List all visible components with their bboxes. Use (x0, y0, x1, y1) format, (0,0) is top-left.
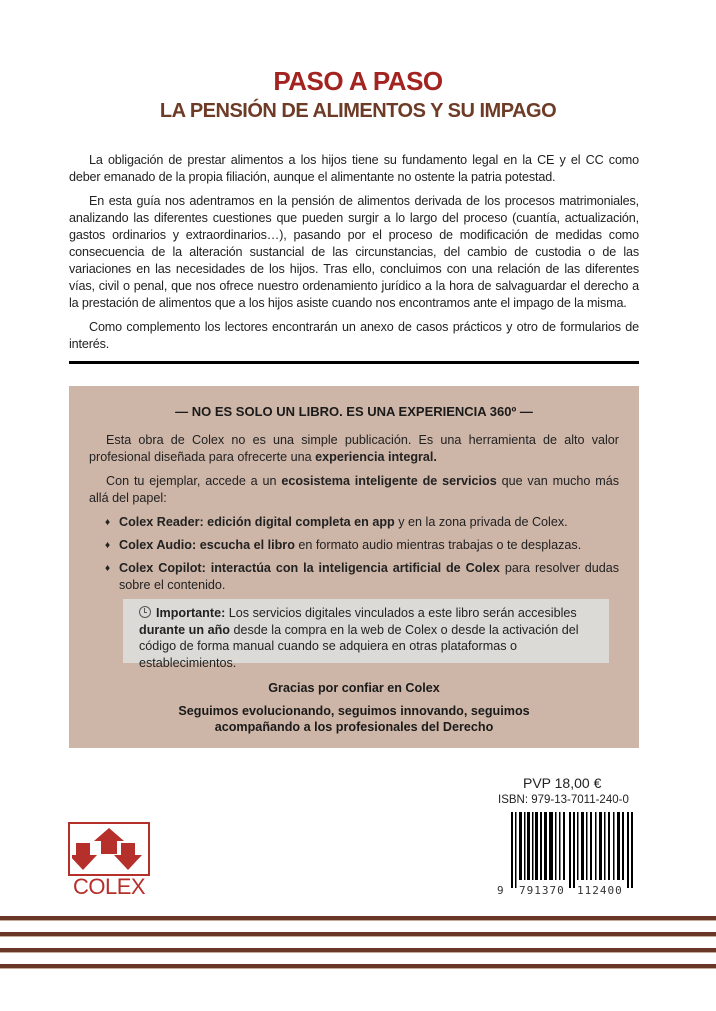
promo-box (69, 386, 639, 748)
service-item-audio: ♦ Colex Audio: escucha el libro en formato audio mientras trabajas o te desplazas. (105, 538, 582, 552)
decorative-stripe (0, 916, 716, 921)
divider-rule (69, 361, 639, 364)
motto-line: Seguimos evolucionando, seguimos innovando, seguimos acompañando a los profesionales del Derecho (178, 704, 530, 734)
series-title: PASO A PASO (273, 66, 443, 96)
services-list (89, 514, 619, 594)
intro-paragraph: La obligación de prestar alimentos a los hijos tiene su fundamento legal en la CE y el CC como deber emanado de la propia filiación, aunque el alimentante no ostente la patria potestad. (69, 153, 639, 184)
price-label: PVP 18,00 € (523, 775, 602, 791)
promo-body (89, 432, 619, 600)
barcode (511, 812, 635, 890)
promo-paragraph: Esta obra de Colex no es una simple publicación. Es una herramienta de alto valor profesional diseñada para ofrecerte una experiencia integral. (89, 433, 619, 464)
service-item-reader: ♦ Colex Reader: edición digital completa en app y en la zona privada de Colex. (105, 515, 568, 529)
colex-logo (68, 822, 150, 900)
thanks-line: Gracias por confiar en Colex (268, 681, 440, 695)
intro-text (69, 152, 639, 360)
diamond-bullet-icon: ♦ (105, 540, 111, 551)
important-note: Importante: Los servicios digitales vinculados a este libro serán accesibles durante un año desde la compra en la web de Colex o desde la activación del código de forma manual cuando se adquiera en otras plataformas o establecimientos. (123, 599, 609, 663)
promo-heading: — NO ES SOLO UN LIBRO. ES UNA EXPERIENCIA 360º — (175, 404, 533, 419)
diamond-bullet-icon: ♦ (105, 563, 111, 574)
promo-paragraph: Con tu ejemplar, accede a un ecosistema inteligente de servicios que van mucho más allá del papel: (89, 474, 620, 505)
publisher-name: COLEX (72, 874, 146, 899)
decorative-stripe (0, 948, 716, 953)
decorative-stripe (0, 964, 716, 969)
arrows-icon (72, 828, 146, 874)
isbn-label: ISBN: 979-13-7011-240-0 (498, 794, 629, 806)
book-title: LA PENSIÓN DE ALIMENTOS Y SU IMPAGO (159, 100, 557, 122)
decorative-stripe (0, 932, 716, 937)
service-item-copilot: ♦ Colex Copilot: interactúa con la inteligencia artificial de Colex para resolver dudas sobre el contenido. (105, 561, 620, 592)
barcode-digits-left: 791370 (519, 884, 565, 897)
intro-paragraph: Como complemento los lectores encontrarán un anexo de casos prácticos y otro de formularios de interés. (69, 320, 639, 351)
diamond-bullet-icon: ♦ (105, 517, 111, 528)
clock-icon (139, 606, 151, 618)
barcode-digits-right: 112400 (577, 884, 623, 897)
barcode-digit-prefix: 9 (497, 884, 505, 897)
intro-paragraph: En esta guía nos adentramos en la pensión de alimentos derivada de los procesos matrimoniales, analizando las diferentes cuestiones que pueden surgir a lo largo del proceso (cuantía, actualización, gastos ordinarios y extraordinarios…), pasando por el proceso de modificación de medidas como consecuencia de la alteración sustancial de las circunstancias, del cambio de custodia o de las variaciones en las necesidades de los hijos. Tras ello, concluimos con una relación de las diferentes vías, civil o penal, que nos ofrece nuestro ordenamiento jurídico a la hora de salvaguardar el derecho a la prestación de alimentos que a los hijos asiste cuando nos encontramos ante el impago de la misma. (69, 194, 639, 310)
